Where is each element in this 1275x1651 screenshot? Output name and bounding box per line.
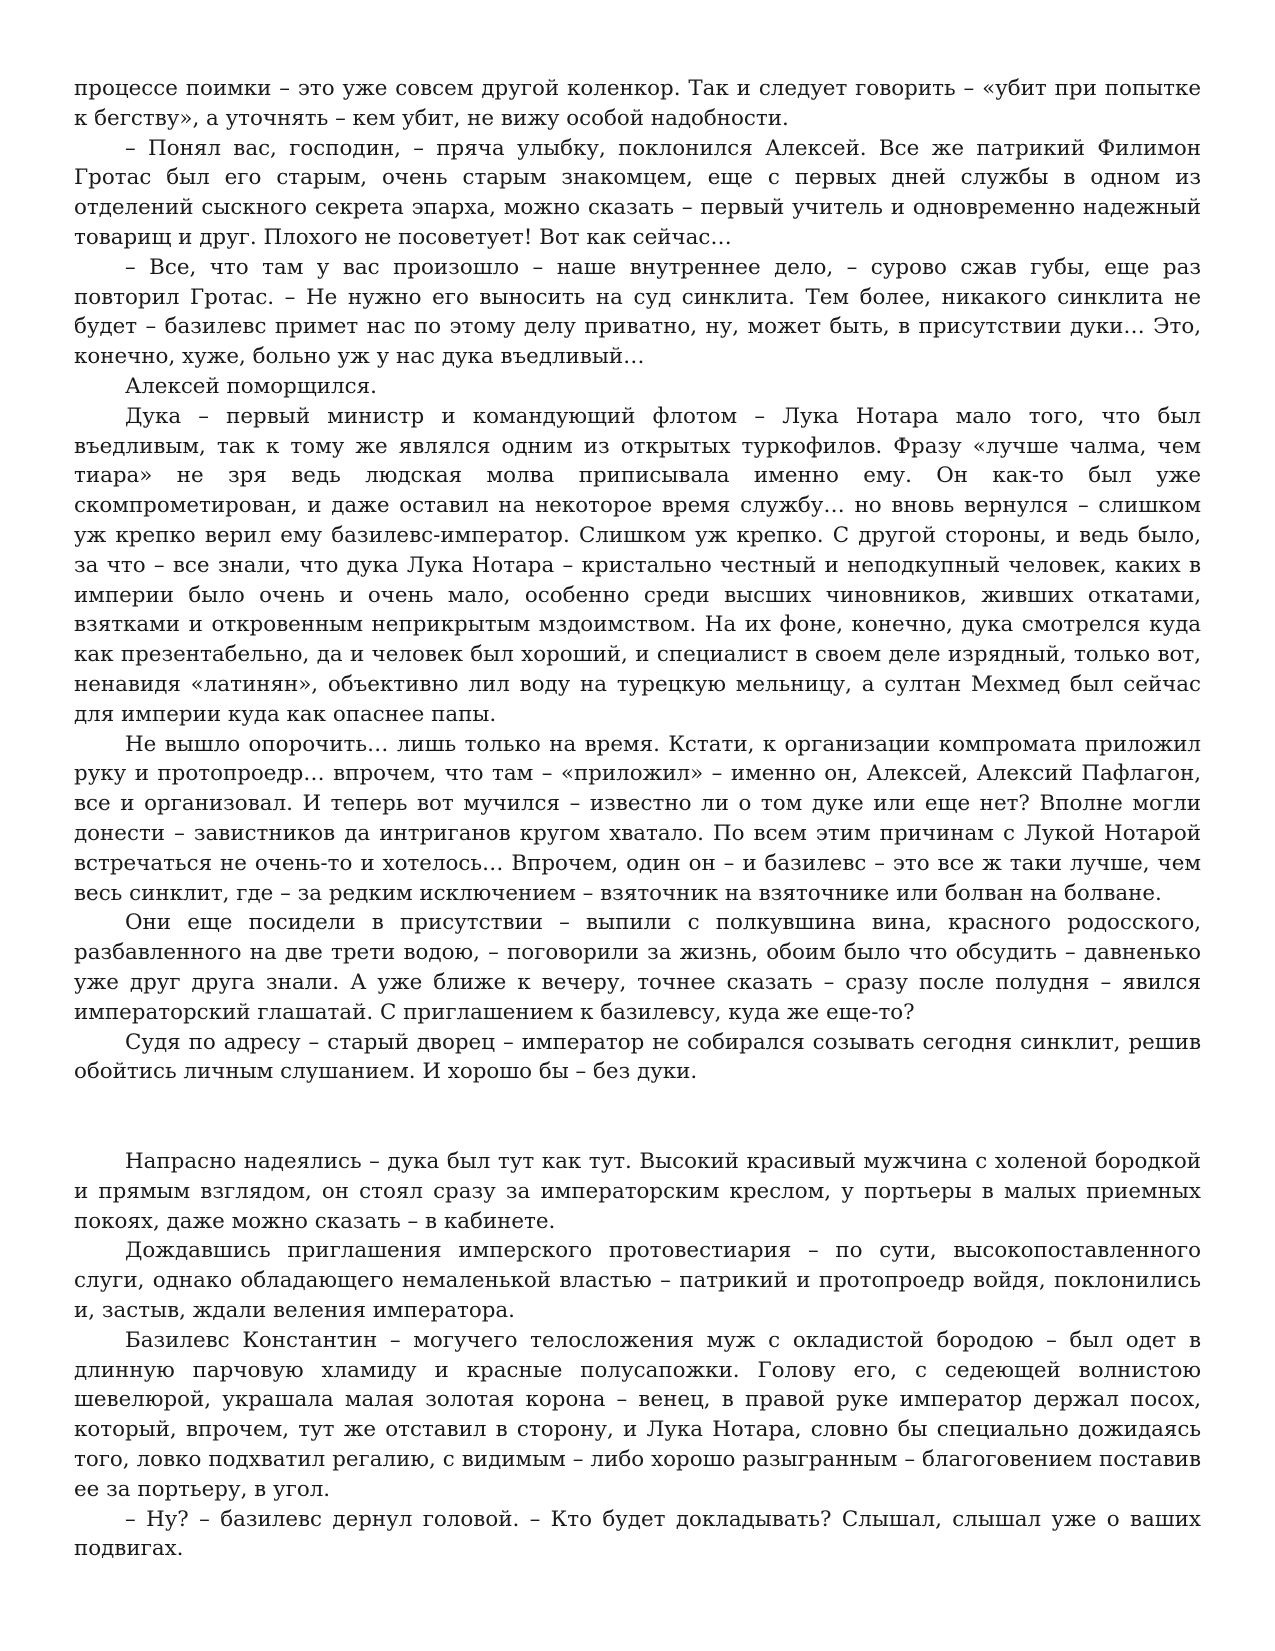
paragraph: – Все, что там у вас произошло – наше внутреннее дело, – сурово сжав губы, еще раз повторил Гротас. – Не нужно его выносить на суд синклита. Тем более, никакого синклита не будет – базилевс примет нас по этому делу приватно, ну, может быть, в присутствии дуки… Это, конечно, хуже, больно уж у нас дука въедливый… (74, 254, 1201, 370)
paragraph: – Ну? – базилевс дернул головой. – Кто будет докладывать? Слышал, слышал уже о ваших подвигах. (74, 1506, 1201, 1562)
section-break (74, 1087, 1201, 1147)
paragraph: Не вышло опорочить… лишь только на время. Кстати, к организации компромата приложил руку и протопроедр… впрочем, что там – «приложил» – именно он, Алексей, Алексий Пафлагон, все и организовал. И теперь вот мучился – известно ли о том дуке или еще нет? Вполне могли донести – завистников да интриганов кругом хватало. По всем этим причинам с Лукой Нотарой встречаться не очень-то и хотелось… Впрочем, один он – и базилевс – это все ж таки лучше, чем весь синклит, где – за редким исключением – взяточник на взяточнике или болван на болване. (74, 731, 1201, 906)
paragraph: процессе поимки – это уже совсем другой коленкор. Так и следует говорить – «убит при попытке к бегству», а уточнять – кем убит, не вижу особой надобности. (74, 76, 1201, 131)
paragraph: Алексей поморщился. (125, 373, 377, 399)
paragraph: Дождавшись приглашения имперского протовестиария – по сути, высокопоставленного слуги, однако обладающего немаленькой властью – патрикий и протопроедр войдя, поклонились и, застыв, ждали веления императора. (74, 1238, 1201, 1324)
paragraph: Они еще посидели в присутствии – выпили с полкувшина вина, красного родосского, разбавленного на две трети водою, – поговорили за жизнь, обоим было что обсудить – давненько уже друг друга знали. А уже ближе к вечеру, точнее сказать – сразу после полудня – явился императорский глашатай. С приглашением к базилевсу, куда же еще-то? (74, 910, 1201, 1025)
paragraph: Напрасно надеялись – дука был тут как тут. Высокий красивый мужчина с холеной бородкой и прямым взглядом, он стоял сразу за императорским креслом, у портьеры в малых приемных покоях, даже можно сказать – в кабинете. (74, 1149, 1201, 1234)
paragraph: Дука – первый министр и командующий флотом – Лука Нотара мало того, что был въедливым, так к тому же являлся одним из открытых туркофилов. Фразу «лучше чалма, чем тиара» не зря ведь людская молва приписывала именно ему. Он как-то был уже скомпрометирован, и даже оставил на некоторое время службу… но вновь вернулся – слишком уж крепко верил ему базилевс-император. Слишком уж крепко. С другой стороны, и ведь было, за что – все знали, что дука Лука Нотара – кристально честный и неподкупный человек, каких в империи было очень и очень мало, особенно среди высших чиновников, живших откатами, взятками и откровенным неприкрытым мздоимством. На их фоне, конечно, дука смотрелся куда как презентабельно, да и человек был хороший, и специалист в своем деле изрядный, только вот, ненавидя «латинян», объективно лил воду на турецкую мельницу, а султан Мехмед был сейчас для империи куда как опаснее папы. (74, 403, 1201, 727)
paragraph: – Понял вас, господин, – пряча улыбку, поклонился Алексей. Все же патрикий Филимон Гротас был его старым, очень старым знакомцем, еще с первых дней службы в одном из отделений сыскного секрета эпарха, можно сказать – первый учитель и одновременно надежный товарищ и друг. Плохого не посоветует! Вот как сейчас… (74, 135, 1201, 250)
paragraph: Базилевс Константин – могучего телосложения муж с окладистой бородою – был одет в длинную парчовую хламиду и красные полусапожки. Голову его, с седеющей волнистою шевелюрой, украшала малая золотая корона – венец, в правой руке император держал посох, который, впрочем, тут же отставил в сторону, и Лука Нотара, словно бы специально дожидаясь того, ловко подхватил регалию, с видимым – либо хорошо разыгранным – благоговением поставив ее за портьеру, в угол. (74, 1327, 1201, 1502)
paragraph: Судя по адресу – старый дворец – император не собирался созывать сегодня синклит, решив обойтись личным слушанием. И хорошо бы – без дуки. (74, 1029, 1201, 1085)
